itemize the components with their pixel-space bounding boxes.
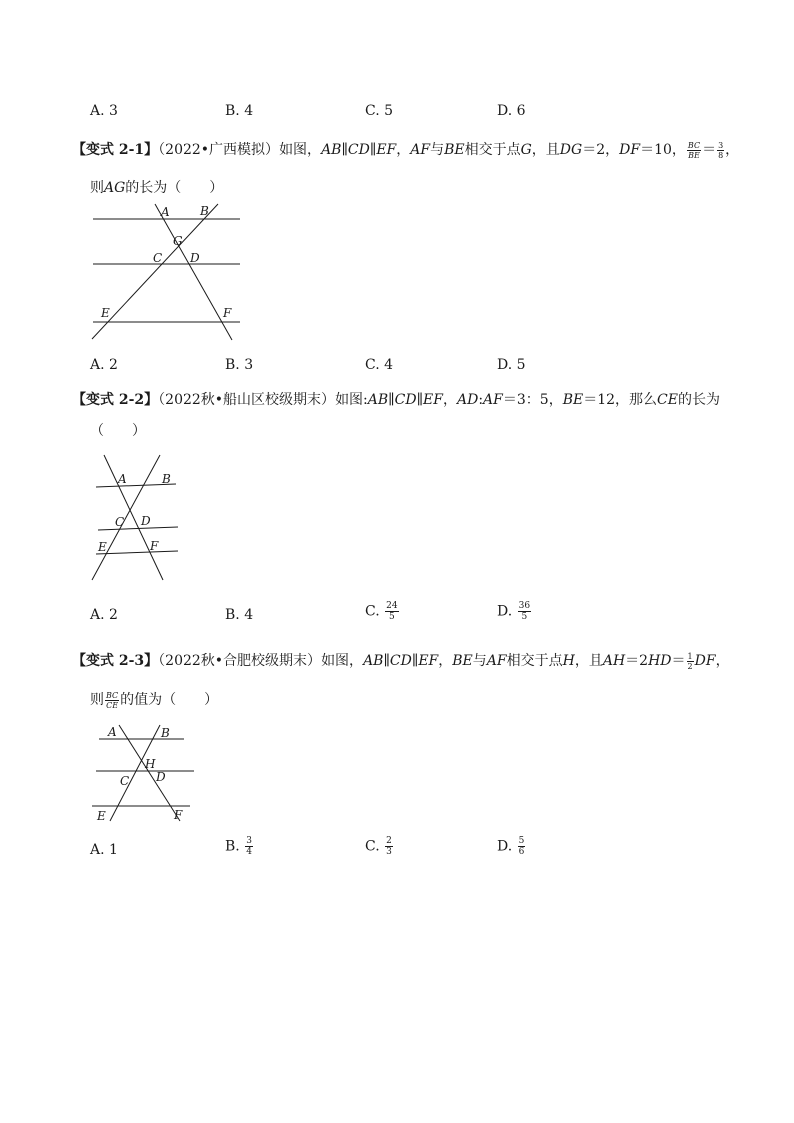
- variant-tag: 【变式 2-2】: [72, 392, 159, 408]
- label-e: E: [101, 306, 110, 320]
- label-d: D: [190, 251, 200, 265]
- v21-option-b: B. 3: [225, 357, 254, 373]
- label-c: C: [120, 774, 130, 788]
- variant-tag: 【变式 2-1】: [72, 142, 159, 158]
- variant-2-1-question: 【变式 2-1】（2022•广西模拟）如图，AB∥CD∥EF，AF与BE相交于点G，且DG＝2，DF＝10， $\frac{BC}{BE}$ ＝ $\frac{3}{8}$ ，: [72, 140, 740, 160]
- figure-2-2: [92, 455, 178, 580]
- label-b: B: [161, 726, 170, 740]
- variant-2-1-question-line2: 则AG的长为（ ）: [90, 180, 224, 196]
- label-a: A: [161, 205, 170, 219]
- label-f: F: [150, 539, 159, 553]
- q1-option-d: D. 6: [497, 103, 526, 119]
- line-af: [104, 455, 163, 580]
- label-e: E: [97, 809, 106, 823]
- v21-option-a: A. 2: [90, 357, 118, 373]
- label-a: A: [118, 472, 127, 486]
- fraction-bc-ce: $\frac{BC}{CE}$: [106, 690, 119, 710]
- label-f: F: [223, 306, 232, 320]
- label-b: B: [162, 472, 171, 486]
- v22-option-d: D. $\frac{36}{5}$: [497, 601, 531, 622]
- variant-2-2-question: 【变式 2-2】（2022秋•船山区校级期末）如图:AB∥CD∥EF，AD:AF＝3：5，BE＝12，那么CE的长为: [72, 392, 720, 408]
- v23-option-c: C. $\frac{2}{3}$: [365, 836, 392, 857]
- label-d: D: [141, 514, 151, 528]
- fraction-3-8: $\frac{3}{8}$: [718, 140, 724, 160]
- fraction-bc-be: $\frac{BC}{BE}$: [687, 140, 701, 160]
- label-h: H: [145, 757, 156, 771]
- label-g: G: [173, 234, 183, 248]
- v23-option-b: B. $\frac{3}{4}$: [225, 836, 252, 857]
- v22-option-b: B. 4: [225, 607, 254, 623]
- label-a: A: [108, 725, 117, 739]
- label-c: C: [153, 251, 163, 265]
- q1-option-b: B. 4: [225, 103, 254, 119]
- q1-option-a: A. 3: [90, 103, 118, 119]
- line-ef: [96, 551, 178, 554]
- q1-option-c: C. 5: [365, 103, 394, 119]
- variant-2-2-question-line2: （ ）: [90, 423, 146, 439]
- label-f: F: [174, 808, 183, 822]
- v21-option-d: D. 5: [497, 357, 526, 373]
- label-b: B: [200, 204, 209, 218]
- line-be: [92, 204, 218, 339]
- variant-2-3-question-line2: 则 $\frac{BC}{CE}$ 的值为（ ）: [90, 690, 219, 710]
- label-c: C: [115, 515, 125, 529]
- variant-tag: 【变式 2-3】: [72, 653, 159, 669]
- v22-option-c: C. $\frac{24}{5}$: [365, 601, 398, 622]
- variant-2-3-question: 【变式 2-3】（2022秋•合肥校级期末）如图，AB∥CD∥EF，BE与AF相交于点H，且AH＝2HD＝ $\frac{1}{2}$ DF，: [72, 651, 730, 671]
- line-af: [155, 204, 232, 340]
- label-d: D: [156, 770, 166, 784]
- v23-option-d: D. $\frac{5}{6}$: [497, 836, 525, 857]
- v21-option-c: C. 4: [365, 357, 394, 373]
- figure-2-1: [92, 204, 240, 340]
- fraction-1-2: $\frac{1}{2}$: [687, 651, 693, 671]
- v23-option-a: A. 1: [90, 842, 118, 858]
- label-e: E: [98, 540, 107, 554]
- figure-2-3: [92, 725, 194, 823]
- v22-option-a: A. 2: [90, 607, 118, 623]
